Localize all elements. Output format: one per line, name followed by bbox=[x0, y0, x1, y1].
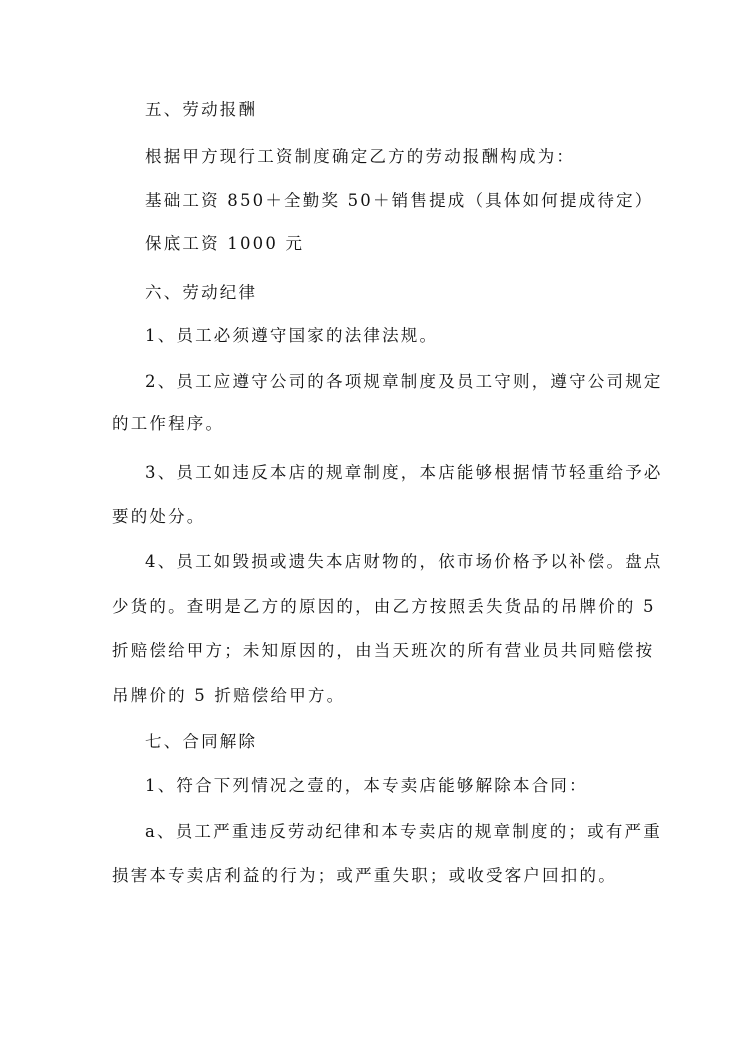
section-heading-labor-discipline: 六、劳动纪律 bbox=[145, 283, 258, 302]
paragraph-line: 的工作程序。 bbox=[112, 414, 225, 433]
paragraph-line: 2、员工应遵守公司的各项规章制度及员工守则，遵守公司规定 bbox=[145, 372, 663, 391]
paragraph-line: 吊牌价的 5 折赔偿给甲方。 bbox=[112, 686, 346, 705]
paragraph-line: 少货的。查明是乙方的原因的，由乙方按照丢失货品的吊牌价的 5 bbox=[112, 597, 656, 616]
paragraph-line: 1、员工必须遵守国家的法律法规。 bbox=[145, 326, 439, 345]
paragraph-line: 保底工资 1000 元 bbox=[145, 234, 305, 253]
paragraph-line: 基础工资 850＋全勤奖 50＋销售提成（具体如何提成待定） bbox=[145, 191, 654, 210]
paragraph-line: 3、员工如违反本店的规章制度，本店能够根据情节轻重给予必 bbox=[145, 463, 663, 482]
paragraph-line: a、员工严重违反劳动纪律和本专卖店的规章制度的；或有严重 bbox=[145, 822, 662, 841]
paragraph-line: 要的处分。 bbox=[112, 507, 206, 526]
paragraph-line: 根据甲方现行工资制度确定乙方的劳动报酬构成为： bbox=[145, 147, 576, 166]
paragraph-line: 损害本专卖店利益的行为；或严重失职；或收受客户回扣的。 bbox=[112, 866, 617, 885]
section-heading-contract-termination: 七、合同解除 bbox=[145, 732, 258, 751]
section-heading-labor-remuneration: 五、劳动报酬 bbox=[145, 100, 258, 119]
paragraph-line: 1、符合下列情况之壹的，本专卖店能够解除本合同： bbox=[145, 776, 588, 795]
paragraph-line: 折赔偿给甲方；未知原因的，由当天班次的所有营业员共同赔偿按 bbox=[112, 641, 655, 660]
paragraph-line: 4、员工如毁损或遗失本店财物的，依市场价格予以补偿。盘点 bbox=[145, 552, 663, 571]
